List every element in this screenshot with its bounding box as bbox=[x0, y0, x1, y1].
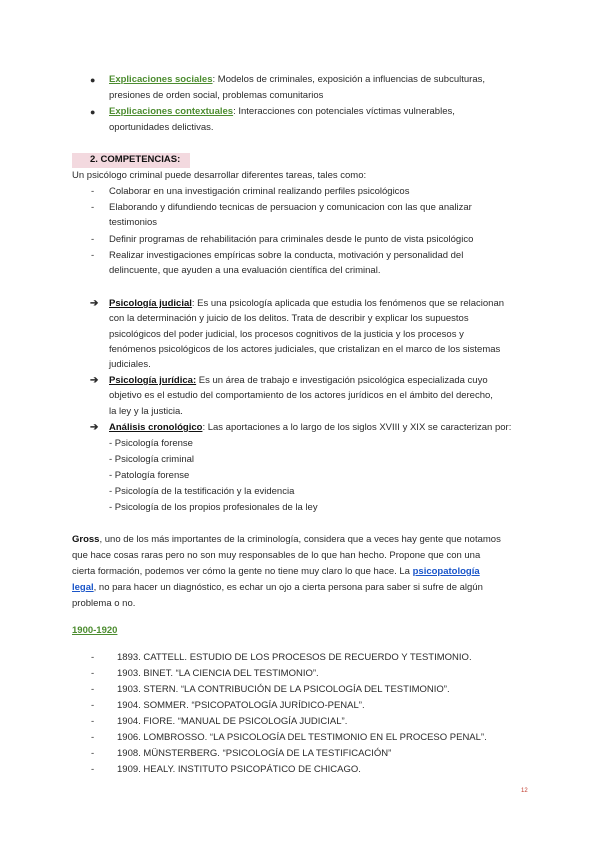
psicologia-judicial-line: con la determinación y juicio de los delitos. Trata de describir y explicar los supuestos bbox=[109, 313, 469, 324]
psicologia-judicial-line: psicológicos del poder judicial, los procesos cognitivos de la justicia y los procesos y bbox=[109, 329, 464, 340]
competencia-item-cont: testimonios bbox=[109, 217, 158, 228]
dash-icon: - bbox=[91, 668, 95, 679]
timeline-item: 1903. STERN. “LA CONTRIBUCIÓN DE LA PSICOLOGÍA DEL TESTIMONIO”. bbox=[117, 684, 450, 695]
bullet-icon: ● bbox=[90, 107, 96, 117]
gross-line: problema o no. bbox=[72, 598, 136, 609]
psicologia-juridica: Psicología jurídica: Es un área de trabajo e investigación psicológica especializada cuyo bbox=[109, 375, 488, 386]
arrow-right-icon: ➔ bbox=[90, 375, 99, 386]
analisis-item: - Psicología de los propios profesionales de la ley bbox=[109, 502, 318, 513]
dash-icon: - bbox=[91, 250, 95, 261]
explicacion-sociales-cont: presiones de orden social, problemas comunitarios bbox=[109, 90, 324, 101]
psicologia-judicial-line: fenómenos psicológicos de los actores judiciales, que cristalizan en el marco de los sistemas bbox=[109, 344, 501, 355]
analisis-item: - Psicología forense bbox=[109, 438, 193, 449]
dash-icon: - bbox=[91, 186, 95, 197]
psicologia-juridica-line: la ley y la justicia. bbox=[109, 406, 183, 417]
explicacion-contextuales-cont: oportunidades delictivas. bbox=[109, 122, 214, 133]
psicologia-judicial: Psicología judicial: Es una psicología aplicada que estudia los fenómenos que se relacionan bbox=[109, 298, 505, 309]
competencia-item: Elaborando y difundiendo tecnicas de persuacion y comunicacion con las que analizar bbox=[109, 202, 472, 213]
timeline-item: 1904. SOMMER. “PSICOPATOLOGÍA JURÍDICO-PENAL”. bbox=[117, 700, 365, 711]
timeline-item: 1903. BINET. “LA CIENCIA DEL TESTIMONIO”. bbox=[117, 668, 319, 679]
timeline-item: 1893. CATTELL. ESTUDIO DE LOS PROCESOS DE RECUERDO Y TESTIMONIO. bbox=[117, 652, 472, 663]
psicologia-juridica-line: objetivo es el estudio del comportamiento de los actores jurídicos en el ámbito del derecho, bbox=[109, 390, 493, 401]
dash-icon: - bbox=[91, 652, 95, 663]
bullet-icon: ● bbox=[90, 75, 96, 85]
competencia-item-cont: delincuente, que ayuden a una evaluación científica del criminal. bbox=[109, 265, 381, 276]
explicacion-contextuales: Explicaciones contextuales: Interacciones con potenciales víctimas vulnerables, bbox=[109, 106, 455, 117]
dash-icon: - bbox=[91, 716, 95, 727]
timeline-title: 1900-1920 bbox=[72, 625, 118, 636]
gross-line: legal, no para hacer un diagnóstico, es echar un ojo a cierta persona para saber si sufre de algún bbox=[72, 582, 483, 593]
dash-icon: - bbox=[91, 748, 95, 759]
competencia-item: Definir programas de rehabilitación para criminales desde le punto de vista psicológico bbox=[109, 234, 474, 245]
dash-icon: - bbox=[91, 700, 95, 711]
dash-icon: - bbox=[91, 234, 95, 245]
gross-line: cierta formación, podemos ver cómo la gente no tiene muy claro lo que hace. La psicopatología bbox=[72, 566, 480, 577]
dash-icon: - bbox=[91, 732, 95, 743]
analisis-item: - Psicología de la testificación y la evidencia bbox=[109, 486, 295, 497]
explicacion-sociales: Explicaciones sociales: Modelos de criminales, exposición a influencias de subculturas, bbox=[109, 74, 485, 85]
dash-icon: - bbox=[91, 684, 95, 695]
competencia-item: Colaborar en una investigación criminal realizando perfiles psicológicos bbox=[109, 186, 410, 197]
timeline-item: 1909. HEALY. INSTITUTO PSICOPÁTICO DE CHICAGO. bbox=[117, 764, 361, 775]
timeline-item: 1906. LOMBROSSO. “LA PSICOLOGÍA DEL TESTIMONIO EN EL PROCESO PENAL”. bbox=[117, 732, 487, 743]
gross-line: Gross, uno de los más importantes de la criminología, considera que a veces hay gente que notamos bbox=[72, 534, 501, 545]
competencia-item: Realizar investigaciones empíricas sobre la conducta, motivación y personalidad del bbox=[109, 250, 464, 261]
competencias-intro: Un psicólogo criminal puede desarrollar diferentes tareas, tales como: bbox=[72, 170, 367, 181]
page-number: 12 bbox=[521, 788, 528, 794]
arrow-right-icon: ➔ bbox=[90, 422, 99, 433]
analisis-cronologico: Análisis cronológico: Las aportaciones a lo largo de los siglos XVIII y XIX se caracterizan por: bbox=[109, 422, 512, 433]
analisis-item: - Patología forense bbox=[109, 470, 190, 481]
analisis-item: - Psicología criminal bbox=[109, 454, 194, 465]
legal-link[interactable]: legal bbox=[72, 582, 94, 593]
competencias-heading: 2. COMPETENCIAS: bbox=[90, 154, 181, 165]
psicologia-judicial-line: judiciales. bbox=[109, 359, 151, 370]
dash-icon: - bbox=[91, 764, 95, 775]
psicopatologia-link[interactable]: psicopatología bbox=[412, 566, 480, 577]
dash-icon: - bbox=[91, 202, 95, 213]
arrow-right-icon: ➔ bbox=[90, 298, 99, 309]
timeline-item: 1908. MÜNSTERBERG. “PSICOLOGÍA DE LA TESTIFICACIÓN” bbox=[117, 748, 392, 759]
gross-line: que hace cosas raras pero no son muy responsables de lo que han hecho. Propone que con una bbox=[72, 550, 481, 561]
timeline-item: 1904. FIORE. “MANUAL DE PSICOLOGÍA JUDICIAL”. bbox=[117, 716, 348, 727]
